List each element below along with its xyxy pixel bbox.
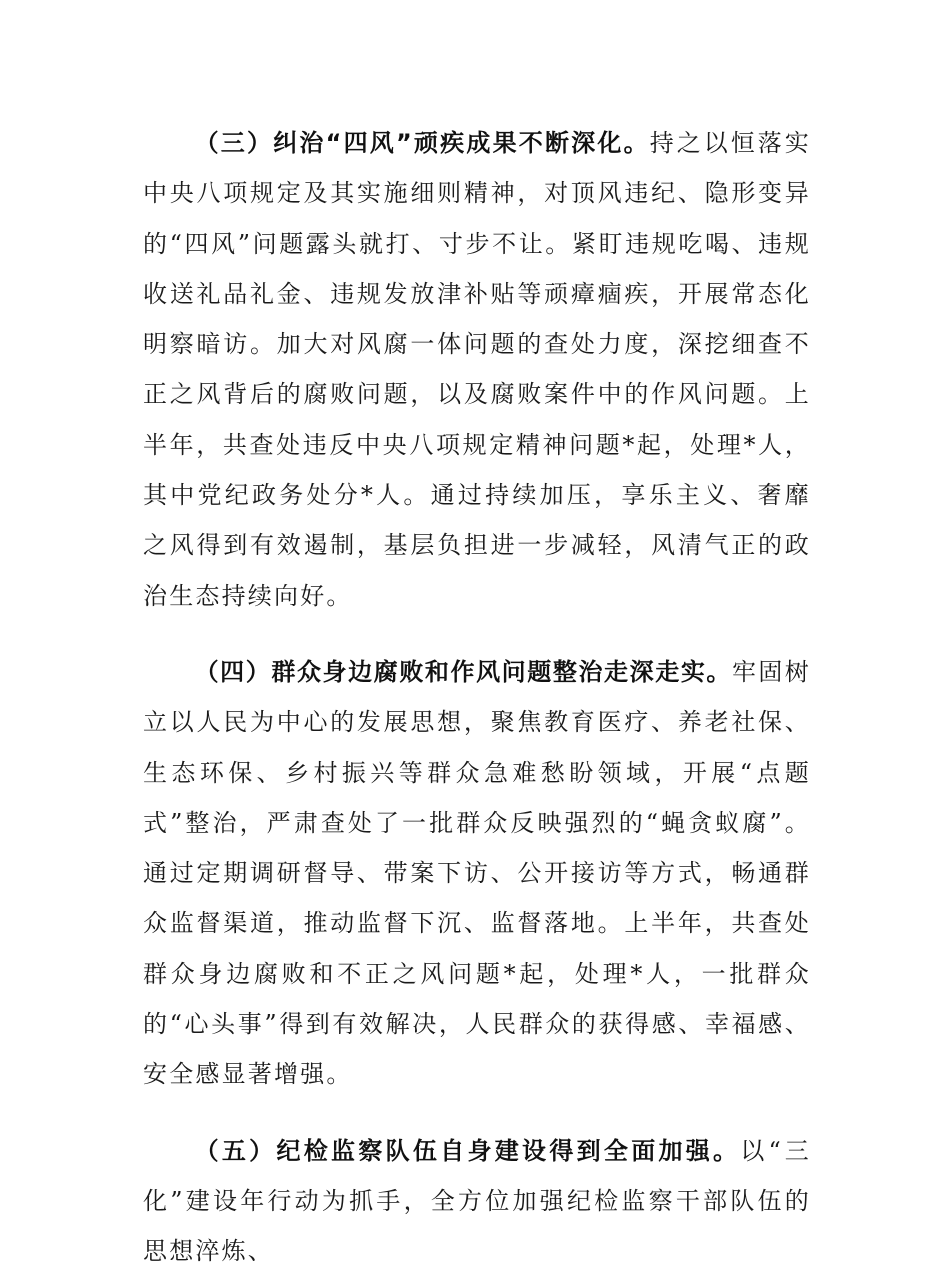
paragraph-four-heading: （四）群众身边腐败和作风问题整治走深走实。	[194, 657, 733, 686]
paragraph-three-heading: （三）纠治“四风”顽疾成果不断深化。	[194, 129, 650, 157]
paragraph-four	[143, 647, 811, 1100]
paragraph-four-body: 牢固树立以人民为中心的发展思想，聚焦教育医疗、养老社保、生态环保、乡村振兴等群众急难愁盼领域，开展“点题式”整治，严肃查处了一批群众反映强烈的“蝇贪蚁腐”。通过定期调研督导、带案下访、公开接访等方式，畅通群众监督渠道，推动监督下沉、监督落地。上半年，共查处群众身边腐败和不正之风问题*起，处理*人，一批群众的“心头事”得到有效解决，人民群众的获得感、幸福感、安全感显著增强。	[143, 657, 811, 1089]
paragraph-five-heading: （五）纪检监察队伍自身建设得到全面加强。	[194, 1136, 741, 1165]
paragraph-three-body: 持之以恒落实中央八项规定及其实施细则精神，对顶风违纪、隐形变异的“四风”问题露头就打、寸步不让。紧盯违规吃喝、违规收送礼品礼金、违规发放津补贴等顽瘴痼疾，开展常态化明察暗访。加大对风腐一体问题的查处力度，深挖细查不正之风背后的腐败问题，以及腐败案件中的作风问题。上半年，共查处违反中央八项规定精神问题*起，处理*人，其中党纪政务处分*人。通过持续加压，享乐主义、奢靡之风得到有效遏制，基层负担进一步减轻，风清气正的政治生态持续向好。	[143, 129, 811, 610]
paragraph-three	[143, 118, 811, 621]
paragraph-five-body: 以“三化”建设年行动为抓手，全方位加强纪检监察干部队伍的思想淬炼、	[143, 1136, 812, 1266]
document-body	[143, 118, 811, 1277]
paragraph-five	[143, 1126, 811, 1277]
